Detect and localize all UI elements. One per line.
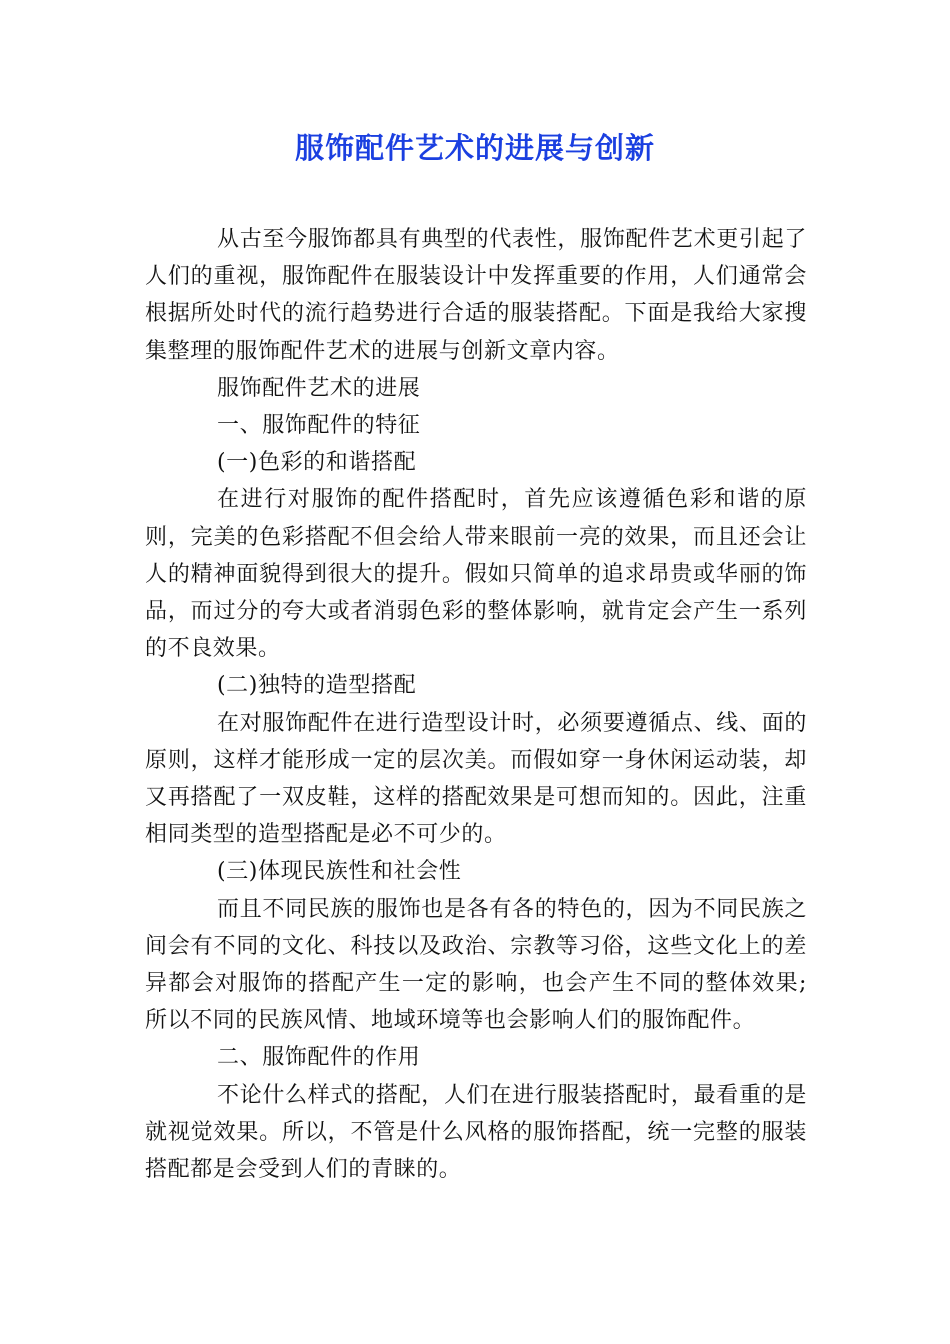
subsection-heading: 一、服饰配件的特征 <box>217 413 421 439</box>
section-heading: 服饰配件艺术的进展 <box>217 375 421 401</box>
document-title: 服饰配件艺术的进展与创新 <box>294 131 655 165</box>
document-body <box>145 221 807 1188</box>
subsection-heading: 二、服饰配件的作用 <box>217 1045 421 1071</box>
item-heading: (二)独特的造型搭配 <box>217 673 417 699</box>
item-heading: (三)体现民族性和社会性 <box>217 859 462 885</box>
paragraph: 而且不同民族的服饰也是各有各的特色的，因为不同民族之间会有不同的文化、科技以及政治、宗教等习俗，这些文化上的差异都会对服饰的搭配产生一定的影响，也会产生不同的整体效果;所以不同的民族风情、地域环境等也会影响人们的服饰配件。 <box>145 896 807 1034</box>
paragraph: 不论什么样式的搭配，人们在进行服装搭配时，最看重的是就视觉效果。所以，不管是什么风格的服饰搭配，统一完整的服装搭配都是会受到人们的青睐的。 <box>145 1082 807 1183</box>
item-heading: (一)色彩的和谐搭配 <box>217 450 417 476</box>
paragraph-intro: 从古至今服饰都具有典型的代表性，服饰配件艺术更引起了人们的重视，服饰配件在服装设计中发挥重要的作用，人们通常会根据所处时代的流行趋势进行合适的服装搭配。下面是我给大家搜集整理的服饰配件艺术的进展与创新文章内容。 <box>145 227 807 364</box>
paragraph: 在进行对服饰的配件搭配时，首先应该遵循色彩和谐的原则，完美的色彩搭配不但会给人带来眼前一亮的效果，而且还会让人的精神面貌得到很大的提升。假如只简单的追求昂贵或华丽的饰品，而过分的夸大或者消弱色彩的整体影响，就肯定会产生一系列的不良效果。 <box>145 487 807 662</box>
paragraph: 在对服饰配件在进行造型设计时，必须要遵循点、线、面的原则，这样才能形成一定的层次美。而假如穿一身休闲运动装，却又再搭配了一双皮鞋，这样的搭配效果是可想而知的。因此，注重相同类型的造型搭配是必不可少的。 <box>145 710 807 848</box>
